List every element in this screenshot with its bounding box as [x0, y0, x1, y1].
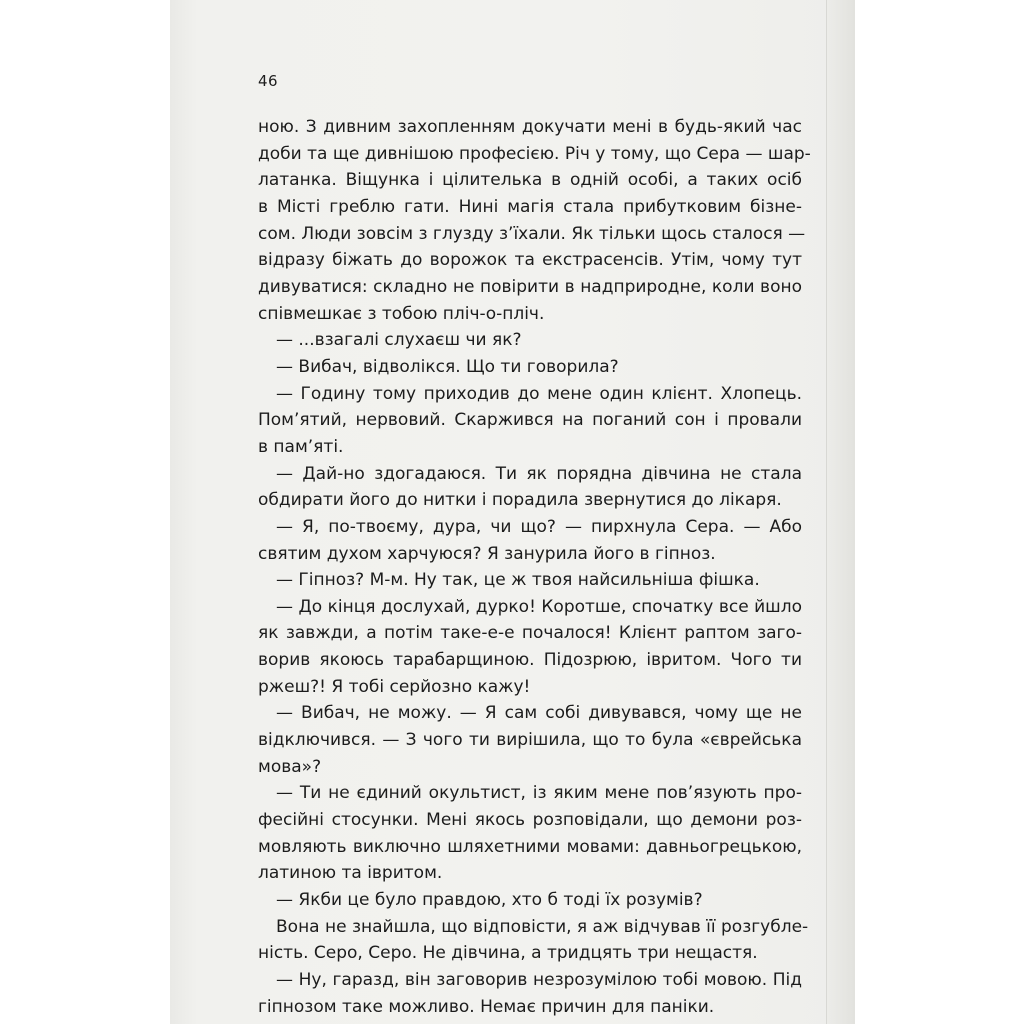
text-line: — Дай-но здогадаюся. Ти як порядна дівчина не стала	[276, 463, 802, 484]
text-line: — Вибач, не можу. — Я сам собі дивувався, чому ще не	[276, 703, 802, 724]
text-line: як завжди, а потім таке-е-е почалося! Клієнт раптом заго-	[258, 623, 802, 644]
text-line: — Ти не єдиний окультист, із яким мене пов’язують про-	[276, 783, 802, 804]
text-line: латанка. Віщунка і цілителька в одній особі, а таких осіб	[258, 170, 802, 191]
text-line: співмешкає з тобою пліч-о-пліч.	[258, 303, 545, 324]
text-line: фесійні стосунки. Мені якось розповідали, що демони роз-	[258, 810, 802, 831]
text-line: доби та ще дивнішою професією. Річ у тому, що Сера — шар-	[258, 143, 811, 164]
text-line: — До кінця дослухай, дурко! Коротше, спочатку все йшло	[276, 596, 802, 617]
text-line: дивуватися: складно не повірити в надприродне, коли воно	[258, 276, 802, 297]
text-line: в пам’яті.	[258, 436, 344, 457]
text-line: ною. З дивним захопленням докучати мені в будь-який час	[258, 117, 802, 137]
text-line: — Якби це було правдою, хто б тоді їх розумів?	[276, 890, 703, 911]
text-line: латиною та івритом.	[258, 863, 443, 884]
text-line: мовляють виключно шляхетними мовами: давньогрецькою,	[258, 836, 802, 857]
text-line: ність. Серо, Серо. Не дівчина, а тридцять три нещастя.	[258, 943, 758, 964]
text-line: святим духом харчуюся? Я занурила його в гіпноз.	[258, 543, 716, 564]
text-line: — Я, по-твоєму, дура, чи що? — пирхнула Сера. — Або	[276, 516, 802, 537]
text-line: гіпнозом таке можливо. Немає причин для паніки.	[258, 996, 715, 1017]
page-edge	[826, 0, 855, 1024]
text-line: — ...взагалі слухаєш чи як?	[276, 330, 522, 351]
text-line: відключився. — З чого ти вирішила, що то була «єврейська	[258, 730, 802, 751]
text-line: відразу біжать до ворожок та екстрасенсів. Утім, чому тут	[258, 250, 802, 271]
text-line: — Годину тому приходив до мене один клієнт. Хлопець.	[276, 383, 802, 404]
text-line: ржеш?! Я тобі серйозно кажу!	[258, 676, 531, 697]
text-line: мова»?	[258, 756, 322, 777]
text-line: сом. Люди зовсім з глузду з’їхали. Як тільки щось сталося —	[258, 223, 806, 244]
text-line: — Ну, гаразд, він заговорив незрозумілою тобі мовою. Під	[276, 970, 802, 990]
text-line: Вона не знайшла, що відповісти, я аж відчував її розгубле-	[276, 916, 809, 937]
text-line: в Місті греблю гати. Нині магія стала прибутковим бізне-	[258, 196, 802, 217]
text-line: Пом’ятий, нервовий. Скаржився на поганий сон і провали	[258, 410, 802, 431]
text-line: — Вибач, відволікся. Що ти говорила?	[276, 356, 619, 377]
text-line: обдирати його до нитки і порадила звернутися до лікаря.	[258, 490, 782, 511]
text-line: — Гіпноз? М-м. Ну так, це ж твоя найсильніша фішка.	[276, 570, 760, 591]
text-line: ворив якоюсь тарабарщиною. Підозрюю, івритом. Чого ти	[258, 650, 802, 671]
body-text	[258, 114, 811, 1020]
page-number: 46	[258, 72, 279, 90]
